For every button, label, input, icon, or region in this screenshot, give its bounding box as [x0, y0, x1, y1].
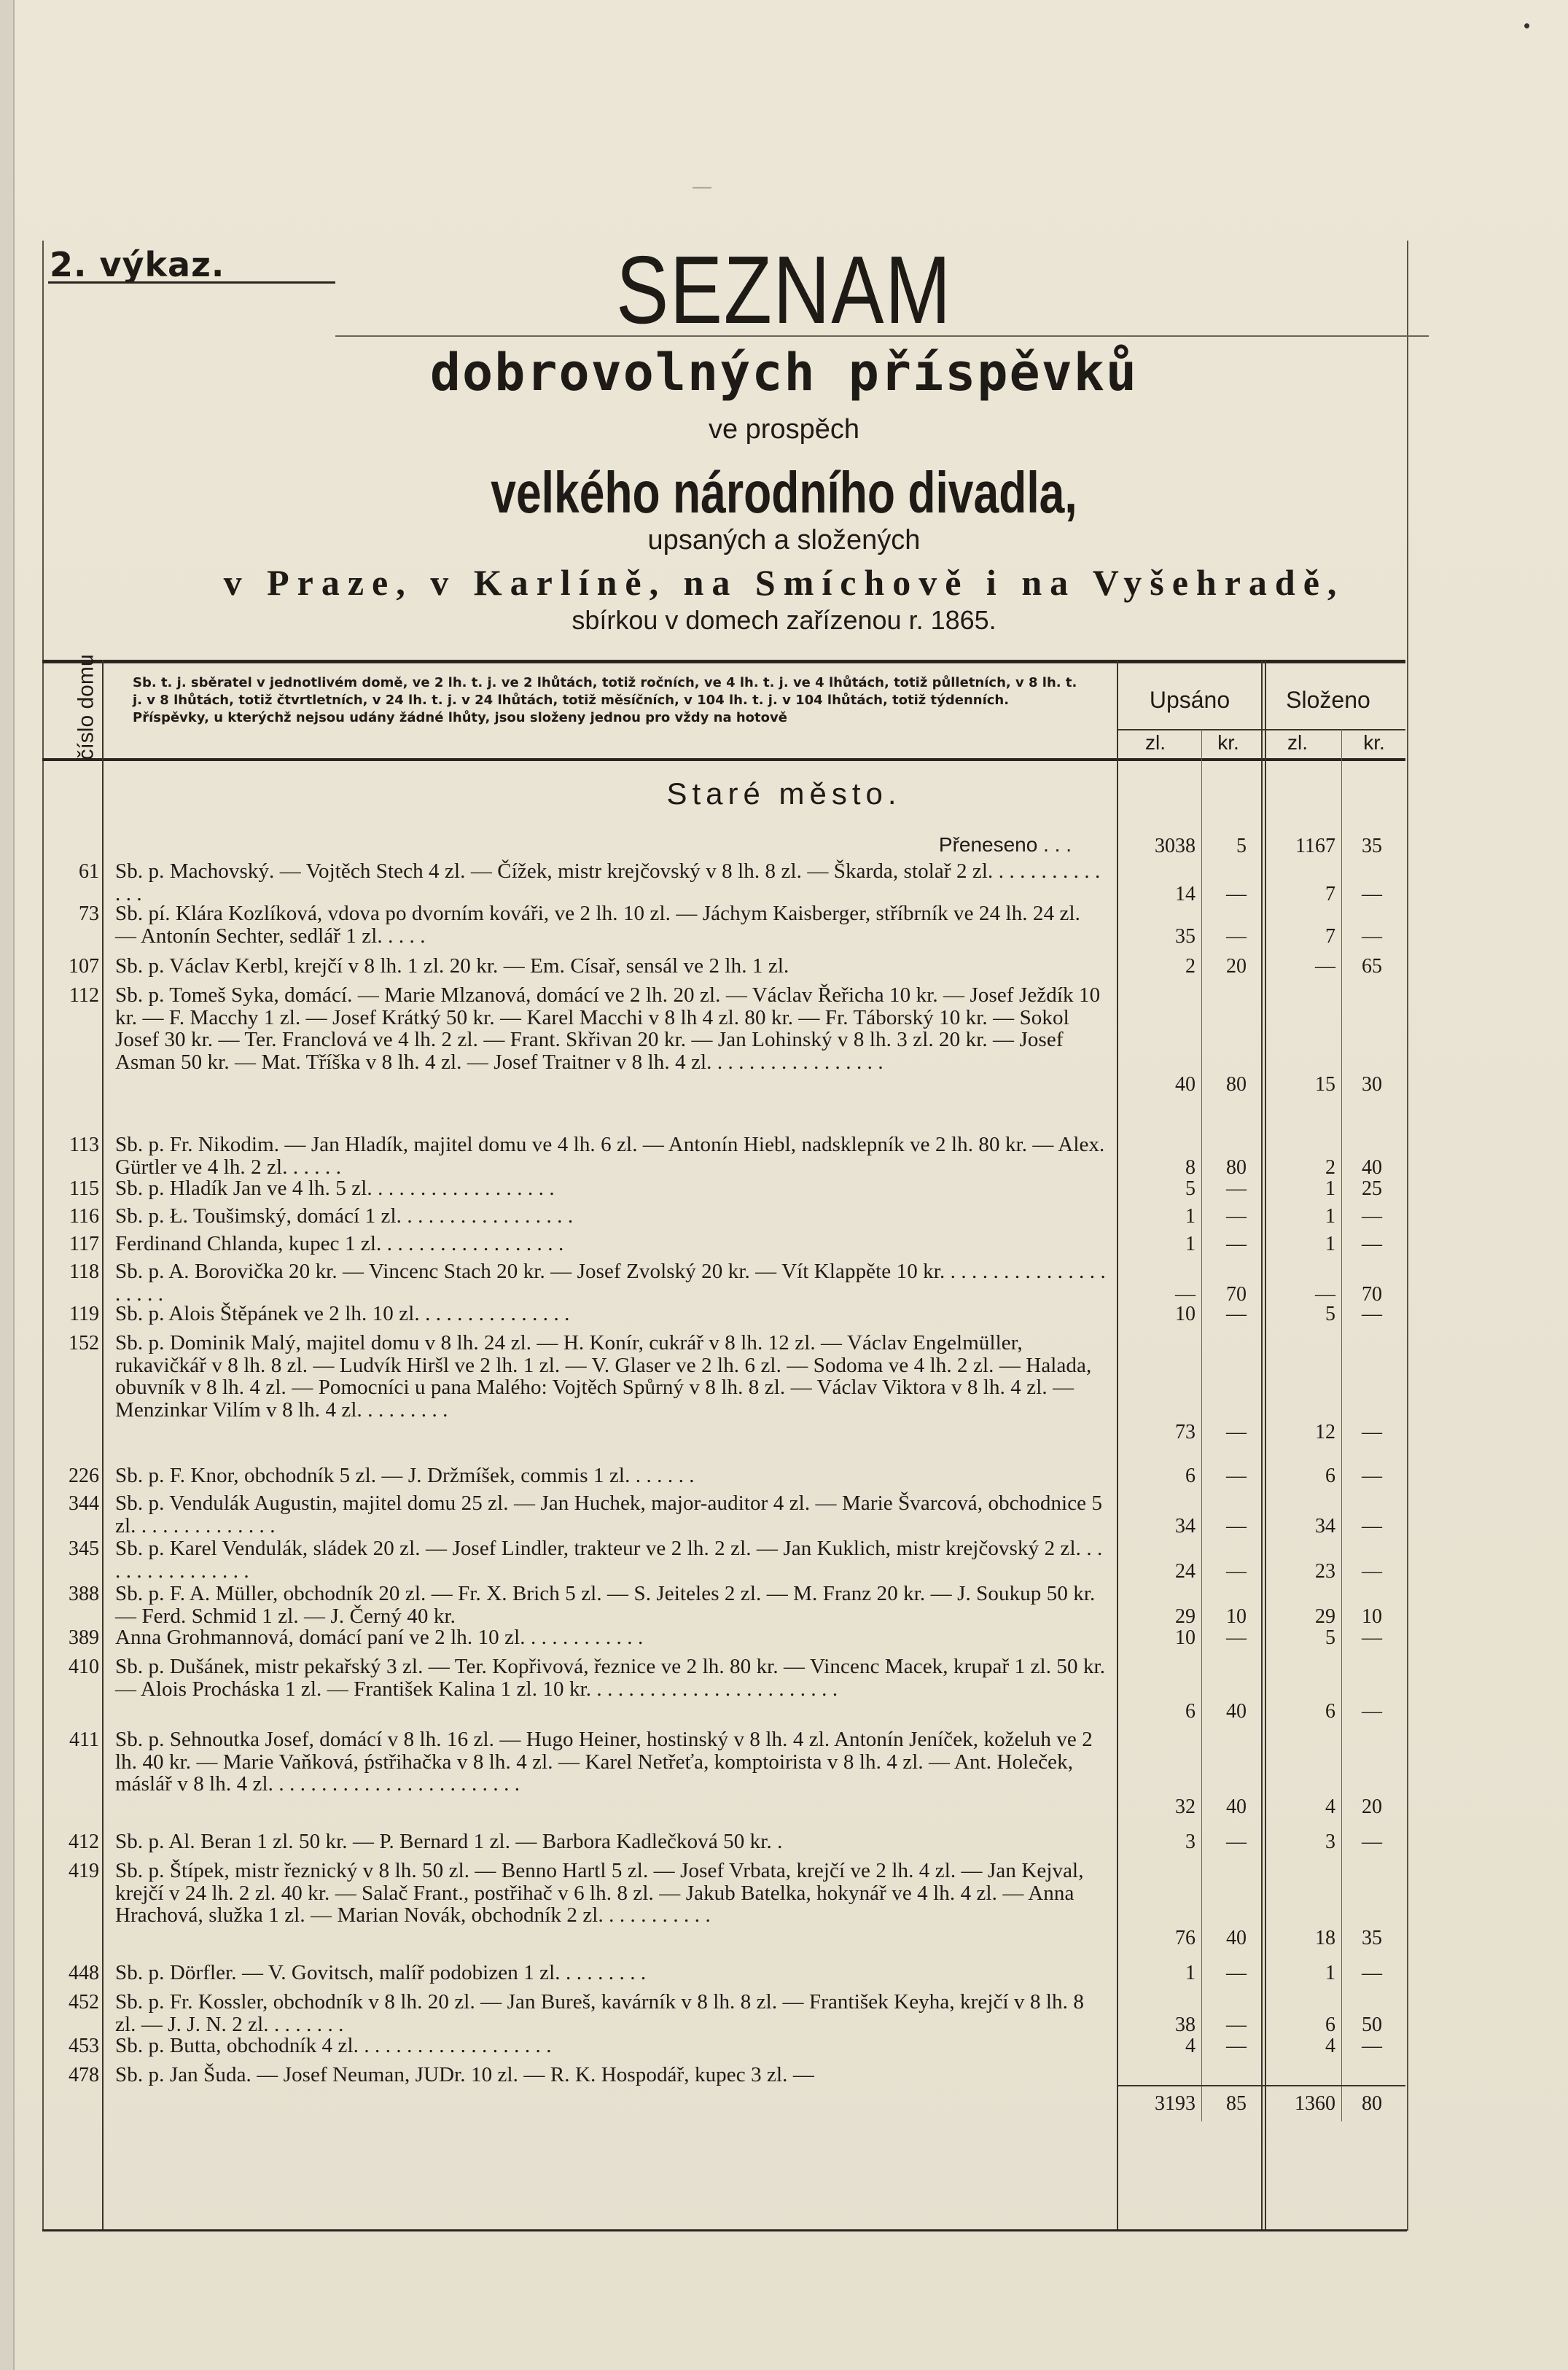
paid-zl: 29 — [1315, 1605, 1335, 1628]
paid-kr: 40 — [1362, 1155, 1382, 1179]
house-number: 152 — [69, 1332, 99, 1354]
house-number: 115 — [69, 1177, 99, 1200]
pledged-zl: 2 — [1185, 955, 1195, 978]
pledged-kr: — — [1226, 1303, 1247, 1325]
entry-text: Sb. p. Tomeš Syka, domácí. — Marie Mlzanová, domácí ve 2 lh. 20 zl. — Václav Řeřicha 10 kr. — Josef Ježdík 10 kr. — F. Macchy 1 zl. — Josef Krátký 50 kr. — Karel Macchi v 8 lh 4 zl. 80 kr. — Fr. Táborský 10 kr. — Sokol Josef 30 kr. — Ter. Franclová ve 4 lh. 2 zl. — Frant. Skřivan 20 kr. — Jan Lohinský v 8 lh. 3 zl. 20 kr. — Josef Asman 50 kr. — Mat. Tříška v 8 lh. 4 zl. — Josef Traitner v 8 lh. 4 zl. . . . . . . . . . . . . . . . . — [115, 983, 1101, 1074]
entry-text: Sb. p. Štípek, mistr řeznický v 8 lh. 50 zl. — Benno Hartl 5 zl. — Josef Vrbata, krejčí ve 2 lh. 4 zl. — Jan Kejval, krejčí v 24 lh. 2 zl. 40 kr. — Salač Frant., postřihač v 6 lh. 8 zl. — Jakub Batelka, hokynář ve 4 lh. 4 zl. — Anna Hrachová, služka 1 zl. — Marian Novák, obchodník 2 zl. . . . . . . . . . . — [115, 1859, 1084, 1927]
entry-text: Sb. p. Dušánek, mistr pekařský 3 zl. — Ter. Kopřivová, řeznice ve 2 lh. 80 kr. — Vincenc Macek, krupař 1 zl. 50 kr. — Alois Procháska 1 zl. — František Kalina 1 zl. 10 kr. . . . . . . . . . . . . . . . . . . . . . . . — [115, 1655, 1106, 1701]
pledged-zl: 76 — [1175, 1926, 1195, 1949]
paid-kr: 35 — [1362, 1926, 1382, 1949]
rule-pledged — [1117, 660, 1118, 2229]
total-pledged-zl: 3193 — [1155, 2092, 1195, 2115]
house-number: 117 — [69, 1233, 99, 1255]
pledged-kr: 80 — [1226, 1073, 1247, 1096]
house-number: 113 — [69, 1134, 99, 1156]
heading-line-5: sbírkou v domech zařízenou r. 1865. — [572, 605, 996, 635]
pledged-kr: — — [1226, 1559, 1247, 1583]
total-pledged-kr: 85 — [1226, 2092, 1247, 2115]
entry-text: Sb. p. Sehnoutka Josef, domácí v 8 lh. 16 zl. — Hugo Heiner, hostinský v 8 lh. 4 zl. Antonín Jeníček, koželuh ve 2 lh. 40 kr. — Marie Vaňková, ṕstřihačka v 8 lh. 4 zl. — Karel Netřeťa, komptoirista v 8 lh. 4 zl. — Ant. Holeček, máslář v 8 lh. 4 zl. . . . . . . . . . . . . . . . . . . . . . . . — [115, 1728, 1093, 1796]
carried-pledged-zl: 3038 — [1155, 835, 1195, 857]
paid-zl: 5 — [1325, 1626, 1335, 1649]
pledged-zl: 38 — [1175, 2013, 1195, 2036]
pledged-zl: 1 — [1185, 1205, 1195, 1228]
pledged-zl: 73 — [1175, 1421, 1195, 1444]
entry-text: Anna Grohmannová, domácí paní ve 2 lh. 10 zl. . . . . . . . . . . . — [115, 1626, 644, 1649]
paid-zl: 2 — [1325, 1155, 1335, 1179]
house-number: 388 — [69, 1583, 99, 1605]
page-title: SEZNAM — [616, 236, 952, 343]
house-number: 119 — [69, 1303, 99, 1325]
paid-kr: 20 — [1362, 1795, 1382, 1818]
column-house-number-label: číslo domu — [74, 654, 98, 760]
column-pledged: Upsáno — [1149, 687, 1230, 713]
entry-text: Sb. p. F. A. Müller, obchodník 20 zl. — Fr. X. Brich 5 zl. — S. Jeiteles 2 zl. — M. Franz 20 kr. — J. Soukup 50 kr. — Ferd. Schmid 1 zl. — J. Černý 40 kr. — [115, 1582, 1096, 1628]
pledged-kr: — — [1226, 1233, 1247, 1255]
pledged-kr: 40 — [1226, 1700, 1247, 1723]
pledged-zl: 4 — [1185, 2035, 1195, 2057]
paid-zl: 23 — [1315, 1559, 1335, 1583]
pledged-zl: 34 — [1175, 1514, 1195, 1537]
paid-kr: 50 — [1362, 2013, 1382, 2036]
paid-zl: 15 — [1315, 1073, 1335, 1096]
pledged-kr: — — [1226, 882, 1247, 905]
pledged-kr: — — [1226, 924, 1247, 948]
carried-paid-zl: 1167 — [1295, 835, 1335, 857]
paid-kr: — — [1362, 882, 1382, 905]
pledged-zl: 29 — [1175, 1605, 1195, 1628]
paid-zl: 6 — [1325, 1700, 1335, 1723]
paid-zl: 34 — [1315, 1514, 1335, 1537]
heading-line-3: upsaných a složených — [647, 525, 921, 556]
paid-zl: — — [1315, 1282, 1335, 1306]
entry-text: Sb. p. Dominik Malý, majitel domu v 8 lh. 24 zl. — H. Konír, cukrář v 8 lh. 12 zl. — Václav Engelmüller, rukavičkář v 8 lh. 8 zl. — Ludvík Hiršl ve 2 lh. 1 zl. — V. Glaser ve 2 lh. 6 zl. — Sodoma ve 4 lh. 2 zl. — Halada, obuvník v 8 lh. 4 zl. — Pomocníci u pana Malého: Vojtěch Spůrný v 8 lh. 8 zl. — Václav Viktora v 8 lh. 4 zl. — Menzinkar Vilím v 8 lh. 4 zl. . . . . . . . . — [115, 1331, 1092, 1422]
pledged-kr: 40 — [1226, 1926, 1247, 1949]
heading-line-2: velkého národního divadla, — [491, 460, 1077, 525]
paid-kr: — — [1362, 1465, 1382, 1487]
page-subtitle: dobrovolných příspěvků — [429, 343, 1139, 402]
pledged-zl: 6 — [1185, 1465, 1195, 1487]
rule-paid — [1261, 660, 1263, 2229]
pledged-kr: 70 — [1226, 1282, 1247, 1306]
pledged-kr: 40 — [1226, 1795, 1247, 1818]
paid-kr: — — [1362, 924, 1382, 948]
paid-zl: 4 — [1325, 1795, 1335, 1818]
paid-kr: — — [1362, 1559, 1382, 1583]
paid-zl: 18 — [1315, 1926, 1335, 1949]
paid-zl: 3 — [1325, 1831, 1335, 1853]
unit-paid-zl: zl. — [1287, 731, 1308, 754]
entry-text: Sb. p. Machovský. — Vojtěch Stech 4 zl. — Čížek, mistr krejčovský v 8 lh. 8 zl. — Škarda, stolař 2 zl. . . . . . . . . . . . . . — [115, 859, 1101, 905]
totals-rule — [1117, 2085, 1405, 2086]
entry-text: Sb. p. Václav Kerbl, krejčí v 8 lh. 1 zl. 20 kr. — Em. Císař, sensál ve 2 lh. 1 zl. — [115, 954, 789, 978]
entry-text: Sb. p. Butta, obchodník 4 zl. . . . . . . . . . . . . . . . . . . — [115, 2034, 552, 2057]
column-legend: Sb. t. j. sběratel v jednotlivém domě, ve 2 lh. t. j. ve 2 lhůtách, totiž ročních, ve 4 lh. t. j. ve 4 lhůtách, totiž půlletních, v 8 lh. t. j. v 8 lhůtách, totiž čtvrtletních, v 24 lh. t. j. v 24 lhůtách, totiž měsíčních, v 104 lh. t. j. v 104 lhůtách, totiž týdenních. Příspěvky, u kterýchž nejsou udány žádné lhůty, jsou složeny jednou pro vždy na hotově — [133, 675, 1077, 725]
paid-zl: 1 — [1325, 1177, 1335, 1200]
pledged-kr: — — [1226, 1421, 1247, 1444]
paid-kr: — — [1362, 1514, 1382, 1537]
carried-over-label: Přeneseno . . . — [938, 833, 1072, 856]
entry-text: Ferdinand Chlanda, kupec 1 zl. . . . . . . . . . . . . . . . . . — [115, 1232, 564, 1255]
house-number: 389 — [69, 1626, 99, 1649]
paid-zl: 4 — [1325, 2035, 1335, 2057]
pledged-zl: 14 — [1175, 882, 1195, 905]
paid-zl: — — [1315, 955, 1335, 978]
pledged-kr: — — [1226, 1962, 1247, 1984]
paid-zl: 6 — [1325, 2013, 1335, 2036]
report-label: 2. výkaz. — [50, 245, 225, 284]
house-number: 453 — [69, 2035, 99, 2057]
paid-kr: 70 — [1362, 1282, 1382, 1306]
entry-text: Sb. p. Fr. Kossler, obchodník v 8 lh. 20 zl. — Jan Bureš, kavárník v 8 lh. 8 zl. — František Keyha, krejčí v 8 lh. 8 zl. — J. J. N. 2 zl. . . . . . . . — [115, 1990, 1084, 2036]
house-number: 118 — [69, 1260, 99, 1283]
entry-text: Sb. p. Al. Beran 1 zl. 50 kr. — P. Bernard 1 zl. — Barbora Kadlečková 50 kr. . — [115, 1830, 783, 1853]
house-number: 419 — [69, 1860, 99, 1882]
pledged-zl: 10 — [1175, 1303, 1195, 1325]
column-house-number — [47, 654, 99, 760]
rule-pledged-kr — [1201, 729, 1202, 2121]
entry-text: Sb. p. Alois Štěpánek ve 2 lh. 10 zl. . . . . . . . . . . . . . . — [115, 1302, 570, 1325]
pledged-kr: — — [1226, 1514, 1247, 1537]
paid-zl: 7 — [1325, 882, 1335, 905]
dot-mark: • — [1524, 15, 1531, 36]
pledged-zl: 3 — [1185, 1831, 1195, 1853]
bleed-mark: — — [693, 175, 711, 197]
pledged-kr: — — [1226, 1465, 1247, 1487]
section-title: Staré město. — [666, 776, 902, 811]
house-number: 411 — [69, 1728, 99, 1751]
entry-text: Sb. p. Hladík Jan ve 4 lh. 5 zl. . . . . . . . . . . . . . . . . . — [115, 1177, 555, 1200]
entry-text: Sb. p. Karel Vendulák, sládek 20 zl. — Josef Lindler, trakteur ve 2 lh. 2 zl. — Jan Kuklich, mistr krejčovský 2 zl. . . . . . . . . . . . . . . . — [115, 1537, 1103, 1583]
paid-zl: 5 — [1325, 1303, 1335, 1325]
paid-kr: — — [1362, 1626, 1382, 1649]
house-number: 107 — [69, 955, 99, 978]
unit-pledged-zl: zl. — [1145, 731, 1166, 754]
paid-kr: — — [1362, 1700, 1382, 1723]
paid-zl: 1 — [1325, 1233, 1335, 1255]
entry-text: Sb. p. Fr. Nikodim. — Jan Hladík, majitel domu ve 4 lh. 6 zl. — Antonín Hiebl, nadsklepník ve 2 lh. 80 kr. — Alex. Gürtler ve 4 lh. 2 zl. . . . . . — [115, 1133, 1105, 1179]
paid-kr: — — [1362, 1831, 1382, 1853]
house-number: 410 — [69, 1656, 99, 1678]
heading-line-1: ve prospěch — [708, 414, 859, 445]
house-number: 226 — [69, 1465, 99, 1487]
unit-pledged-kr: kr. — [1217, 731, 1239, 754]
entry-text: Sb. p. A. Borovička 20 kr. — Vincenc Stach 20 kr. — Josef Zvolský 20 kr. — Vít Klappěte 10 kr. . . . . . . . . . . . . . . . . . . . . — [115, 1260, 1106, 1306]
pledged-kr: — — [1226, 2013, 1247, 2036]
entry-text: Sb. p. F. Knor, obchodník 5 zl. — J. Držmíšek, commis 1 zl. . . . . . . — [115, 1464, 695, 1487]
pledged-zl: 35 — [1175, 924, 1195, 948]
paid-zl: 1 — [1325, 1962, 1335, 1984]
pledged-zl: 1 — [1185, 1233, 1195, 1255]
pledged-kr: — — [1226, 2035, 1247, 2057]
pledged-kr: — — [1226, 1626, 1247, 1649]
paid-kr: 30 — [1362, 1073, 1382, 1096]
entry-text: Sb. p. Dörfler. — V. Govitsch, malíř podobizen 1 zl. . . . . . . . . — [115, 1961, 647, 1984]
entry-text: Sb. p. Vendulák Augustin, majitel domu 25 zl. — Jan Huchek, major-auditor 4 zl. — Marie Švarcová, obchodnice 5 zl. . . . . . . . . . . . . . — [115, 1492, 1103, 1537]
rule-paid-kr — [1341, 729, 1342, 2121]
paid-zl: 1 — [1325, 1205, 1335, 1228]
paid-kr: 10 — [1362, 1605, 1382, 1628]
carried-paid-kr: 35 — [1362, 835, 1382, 857]
paid-kr: — — [1362, 2035, 1382, 2057]
paid-kr: — — [1362, 1962, 1382, 1984]
pledged-zl: 10 — [1175, 1626, 1195, 1649]
paid-zl: 12 — [1315, 1421, 1335, 1444]
title-rule — [335, 335, 1429, 337]
table-bottom-rule — [42, 2229, 1407, 2231]
paid-kr: 65 — [1362, 955, 1382, 978]
paid-kr: — — [1362, 1421, 1382, 1444]
rule-house — [102, 660, 104, 2229]
house-number: 345 — [69, 1537, 99, 1560]
house-number: 452 — [69, 1991, 99, 2014]
pledged-kr: 20 — [1226, 955, 1247, 978]
column-paid: Složeno — [1286, 687, 1370, 713]
paid-kr: — — [1362, 1233, 1382, 1255]
paid-kr: 25 — [1362, 1177, 1382, 1200]
pledged-zl: 32 — [1175, 1795, 1195, 1818]
paid-zl: 7 — [1325, 924, 1335, 948]
pledged-kr: — — [1226, 1205, 1247, 1228]
entry-text: Sb. pí. Klára Kozlíková, vdova po dvorním kováři, ve 2 lh. 10 zl. — Jáchym Kaisberger, stříbrník ve 24 lh. 24 zl. — Antonín Sechter, sedlář 1 zl. . . . . — [115, 902, 1081, 948]
pledged-zl: 5 — [1185, 1177, 1195, 1200]
house-number: 412 — [69, 1831, 99, 1853]
pledged-zl: 40 — [1175, 1073, 1195, 1096]
pledged-zl: 24 — [1175, 1559, 1195, 1583]
pledged-kr: 10 — [1226, 1605, 1247, 1628]
pledged-zl: 6 — [1185, 1700, 1195, 1723]
pledged-kr: — — [1226, 1177, 1247, 1200]
entry-text: Sb. p. Jan Šuda. — Josef Neuman, JUDr. 10 zl. — R. K. Hospodář, kupec 3 zl. — — [115, 2063, 814, 2086]
pledged-kr: — — [1226, 1831, 1247, 1853]
total-paid-kr: 80 — [1362, 2092, 1382, 2115]
paid-zl: 6 — [1325, 1465, 1335, 1487]
house-number: 112 — [69, 984, 99, 1007]
pledged-zl: 1 — [1185, 1962, 1195, 1984]
heading-places: v Praze, v Karlíně, na Smíchově i na Vyšehradě, — [223, 562, 1345, 603]
house-number: 448 — [69, 1962, 99, 1984]
total-paid-zl: 1360 — [1295, 2092, 1335, 2115]
pledged-kr: 80 — [1226, 1155, 1247, 1179]
rule-paid-double — [1265, 660, 1266, 2229]
house-number: 478 — [69, 2064, 99, 2086]
pledged-zl: 8 — [1185, 1155, 1195, 1179]
house-number: 344 — [69, 1492, 99, 1515]
paid-kr: — — [1362, 1205, 1382, 1228]
carried-pledged-kr: 5 — [1236, 835, 1247, 857]
pledged-zl: — — [1175, 1282, 1195, 1306]
unit-paid-kr: kr. — [1363, 731, 1385, 754]
house-number: 73 — [79, 903, 99, 925]
house-number: 116 — [69, 1205, 99, 1228]
house-number: 61 — [79, 860, 99, 883]
entry-text: Sb. p. Ł. Toušimský, domácí 1 zl. . . . . . . . . . . . . . . . . — [115, 1204, 574, 1228]
paid-kr: — — [1362, 1303, 1382, 1325]
